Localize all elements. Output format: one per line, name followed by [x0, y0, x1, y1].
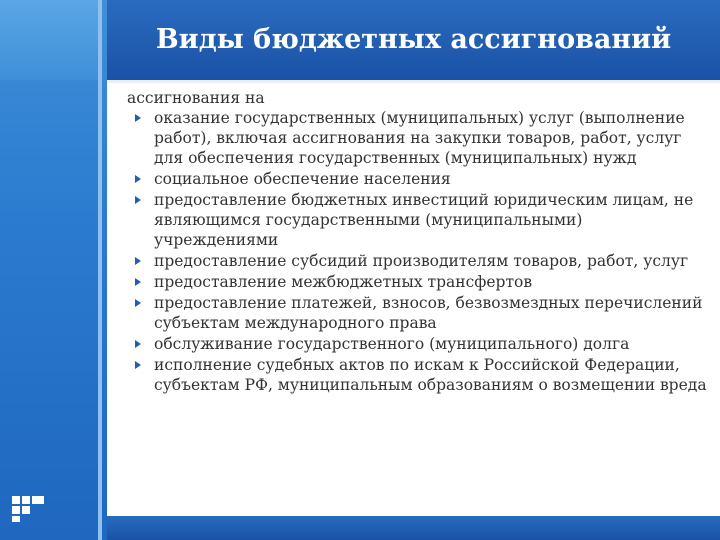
list-item-text: исполнение судебных актов по искам к Российской Федерации, субъектам РФ, муниципальным образованиям о возмещении вреда	[154, 356, 707, 394]
triangle-bullet-icon	[135, 299, 141, 307]
list-item-text: предоставление межбюджетных трансфертов	[154, 273, 533, 291]
list-item	[127, 293, 707, 333]
intro-text: ассигнования на	[127, 89, 265, 107]
header-divider	[107, 80, 720, 83]
slide-content	[127, 88, 707, 396]
list-item	[127, 108, 707, 168]
list-item-text: предоставление платежей, взносов, безвозмездных перечислений субъектам международного права	[154, 294, 703, 332]
footer-bar	[107, 516, 720, 540]
left-decor-panel	[0, 0, 107, 540]
list-item	[127, 169, 707, 189]
triangle-bullet-icon	[135, 340, 141, 348]
list-item	[127, 355, 707, 395]
list-item	[127, 272, 707, 292]
triangle-bullet-icon	[135, 361, 141, 369]
list-item	[127, 190, 707, 250]
list-item-text: предоставление бюджетных инвестиций юридическим лицам, не являющимся государственными (муниципальными) учреждениями	[154, 191, 694, 249]
slide-title: Виды бюджетных ассигнований	[155, 24, 672, 55]
squares-logo-icon	[12, 496, 46, 530]
triangle-bullet-icon	[135, 278, 141, 286]
left-decor-highlight	[0, 0, 98, 80]
triangle-bullet-icon	[135, 196, 141, 204]
list-item	[127, 251, 707, 271]
triangle-bullet-icon	[135, 114, 141, 122]
list-item-text: предоставление субсидий производителям товаров, работ, услуг	[154, 252, 689, 270]
allocation-list	[127, 108, 707, 395]
triangle-bullet-icon	[135, 175, 141, 183]
list-item-text: социальное обеспечение населения	[154, 170, 451, 188]
list-item-text: обслуживание государственного (муниципального) долга	[154, 335, 630, 353]
list-item-text: оказание государственных (муниципальных) услуг (выполнение работ), включая ассигнования на закупки товаров, работ, услуг для обеспечения государственных (муниципальных) нужд	[154, 109, 685, 167]
list-item	[127, 334, 707, 354]
triangle-bullet-icon	[135, 257, 141, 265]
left-decor-separator	[98, 0, 102, 540]
